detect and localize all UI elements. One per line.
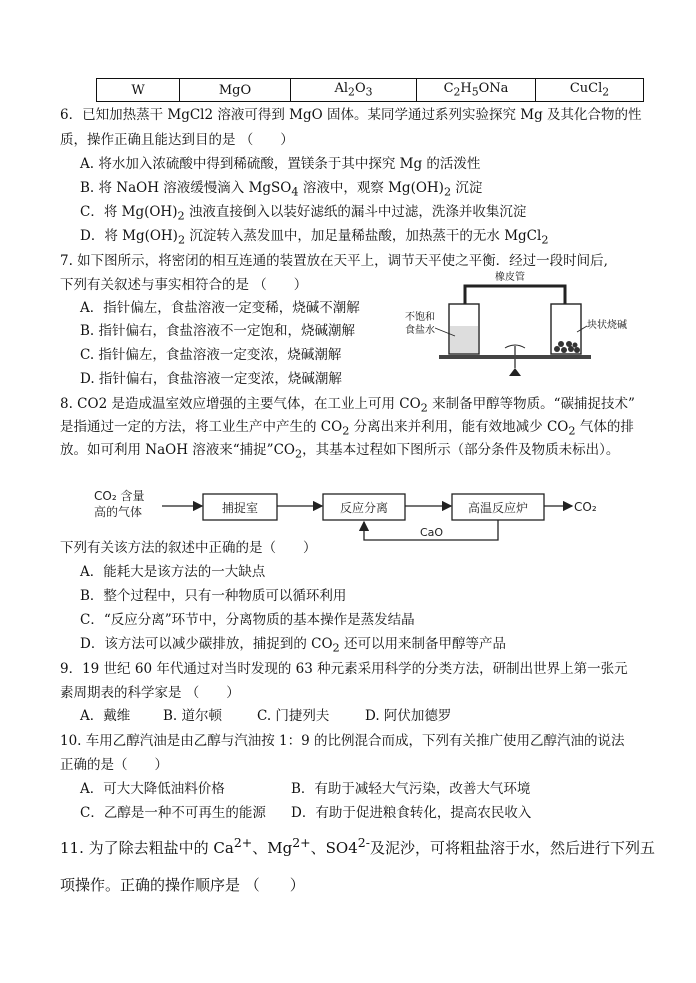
flow-box-furnace-label: 高温反应炉 bbox=[467, 501, 529, 515]
q8-stem-line1: 8. CO2 是造成温室效应增强的主要气体，在工业上可用 $CO_2$ 来制备甲醇等物质。“碳捕捉技术” bbox=[60, 396, 635, 415]
q9-option-d: D. 阿伏加德罗 bbox=[365, 708, 452, 724]
q10-stem-line2: 正确的是（ ） bbox=[60, 757, 168, 773]
q6-option-d: D．将 $Mg(OH)_2$ 沉淀转入蒸发皿中，加足量稀盐酸，加热蒸干的无水 MgCl$_2$ bbox=[80, 228, 549, 247]
q7-option-d: D. 指针偏右，食盐溶液一定变浓，烧碱潮解 bbox=[80, 371, 342, 387]
flow-output-label: CO₂ bbox=[574, 500, 597, 514]
table-cell: MgO bbox=[180, 79, 291, 102]
q9-option-c: C. 门捷列夫 bbox=[257, 708, 330, 724]
balance-apparatus-figure bbox=[405, 270, 643, 378]
flow-loop-label: CaO bbox=[420, 526, 444, 539]
q10-option-d: D．有助于促进粮食转化，提高农民收入 bbox=[291, 805, 532, 821]
table-cell: $Al_2O_3$ bbox=[291, 79, 417, 102]
salt-water bbox=[450, 326, 478, 353]
table-cell: W bbox=[97, 79, 180, 102]
flow-input-line2: 高的气体 bbox=[94, 505, 143, 519]
q7-option-b: B. 指针偏右，食盐溶液不一定饱和，烧碱潮解 bbox=[80, 323, 356, 339]
flow-box-capture-label: 捕捉室 bbox=[221, 501, 259, 515]
q7-option-a: A．指针偏左，食盐溶液一定变稀，烧碱不潮解 bbox=[80, 300, 360, 316]
table-cell: CuCl$_2$ bbox=[536, 79, 644, 102]
q7-stem-line2: 下列有关叙述与事实相符合的是 （ ） bbox=[60, 277, 308, 293]
tube-label: 橡皮管 bbox=[495, 272, 525, 283]
q6-option-c: C．将 $Mg(OH)_2$ 浊液直接倒入以装好滤纸的漏斗中过滤，洗涤并收集沉淀 bbox=[80, 204, 527, 223]
q6-stem-line2: 质，操作正确且能达到目的是 （ ） bbox=[60, 132, 294, 148]
left-label-1: 不饱和 bbox=[405, 312, 435, 323]
q11-stem-line2: 项操作。正确的操作顺序是 （ ） bbox=[60, 876, 305, 894]
table-row bbox=[97, 79, 644, 102]
q7-stem-line1: 7. 如下图所示，将密闭的相互连通的装置放在天平上，调节天平使之平衡．经过一段时间后, bbox=[60, 253, 608, 269]
q8-option-c: C．“反应分离”环节中，分离物质的基本操作是蒸发结晶 bbox=[80, 612, 415, 628]
q8-stem-line2: 是指通过一定的方法，将工业生产中产生的 $CO_2$ 分离出来并利用，能有效地减少 $CO_2$ 气体的排 bbox=[60, 419, 634, 438]
right-label: 块状烧碱 bbox=[587, 320, 627, 331]
q8-option-d: D．该方法可以减少碳排放，捕捉到的 $CO_2$ 还可以用来制备甲醇等产品 bbox=[80, 636, 506, 655]
rubber-tube bbox=[465, 286, 565, 304]
q8-option-b: B．整个过程中，只有一种物质可以循环利用 bbox=[80, 588, 347, 604]
q8-option-a: A．能耗大是该方法的一大缺点 bbox=[80, 564, 266, 580]
q10-stem-line1: 10. 车用乙醇汽油是由乙醇与汽油按 1：9 的比例混合而成，下列有关推广使用乙醇汽油的说法 bbox=[60, 733, 625, 749]
q9-stem-line2: 素周期表的科学家是 （ ） bbox=[60, 685, 240, 701]
answer-table bbox=[96, 78, 644, 102]
q7-option-c: C. 指针偏左，食盐溶液一定变浓，烧碱潮解 bbox=[80, 347, 342, 363]
q9-stem-line1: 9．19 世纪 60 年代通过对当时发现的 63 种元素采用科学的分类方法，研制出世界上第一张元 bbox=[60, 661, 628, 677]
q11-stem-line1: 11. 为了除去粗盐中的 $Ca^{2+}$、$Mg^{2+}$、$SO4^{2-}$及泥沙，可将粗盐溶于水，然后进行下列五 bbox=[60, 835, 655, 857]
q6-option-a: A. 将水加入浓硫酸中得到稀硫酸，置镁条于其中探究 Mg 的活泼性 bbox=[80, 156, 481, 172]
balance-beam bbox=[439, 355, 591, 359]
q9-option-b: B. 道尔顿 bbox=[163, 708, 223, 724]
flow-box-separation-label: 反应分离 bbox=[339, 501, 389, 515]
flow-input-line1: CO₂ 含量 bbox=[94, 489, 145, 503]
balance-base bbox=[509, 368, 521, 376]
q10-option-c: C．乙醇是一种不可再生的能源 bbox=[80, 805, 266, 821]
q6-option-b: B. 将 NaOH 溶液缓慢滴入 MgSO$_4$ 溶液中，观察 $Mg(OH)_2$ 沉淀 bbox=[80, 180, 483, 199]
table-cell: $C_2H_5ONa$ bbox=[417, 79, 536, 102]
q8-stem-line3: 放。如可利用 NaOH 溶液来“捕捉$”CO_2$，其基本过程如下图所示（部分条件及物质未标出）。 bbox=[60, 442, 620, 461]
left-label-2: 食盐水 bbox=[405, 325, 435, 336]
q8-stem-line4: 下列有关该方法的叙述中正确的是（ ） bbox=[60, 540, 317, 556]
q10-option-a: A．可大大降低油料价格 bbox=[80, 781, 225, 797]
q6-stem-line1: 6．已知加热蒸干 MgCl2 溶液可得到 MgO 固体。某同学通过系列实验探究 Mg 及其化合物的性 bbox=[60, 107, 642, 123]
q10-option-b: B．有助于减轻大气污染，改善大气环境 bbox=[291, 781, 531, 797]
q9-option-a: A．戴维 bbox=[80, 708, 131, 724]
